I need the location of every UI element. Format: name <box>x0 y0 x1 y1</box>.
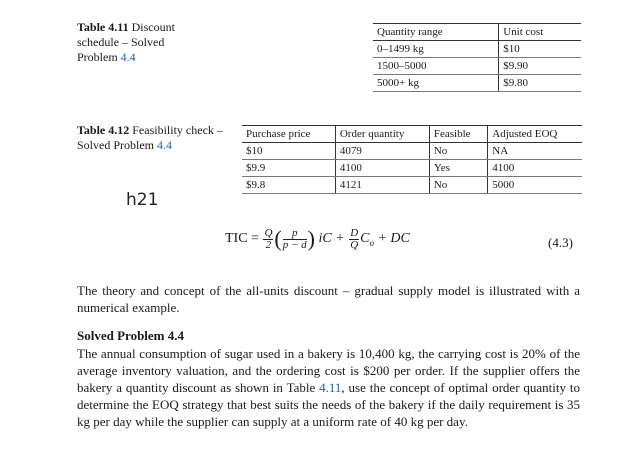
table-row <box>373 41 581 58</box>
table-row <box>373 58 581 75</box>
cell-unit-cost: $9.80 <box>499 75 581 92</box>
right-paren: ) <box>307 226 315 251</box>
table-header-row <box>242 126 582 143</box>
cell-quantity-range: 0–1499 kg <box>373 41 499 58</box>
fraction-numerator: p <box>283 228 307 240</box>
table-row <box>373 75 581 92</box>
table-4-12-ref-link[interactable]: 4.4 <box>157 138 172 152</box>
col-header-purchase-price: Purchase price <box>242 126 335 143</box>
col-header-adjusted-eoq: Adjusted EOQ <box>488 126 582 143</box>
cell-purchase-price: $10 <box>242 143 335 160</box>
table-4-11-link[interactable]: 4.11 <box>319 380 342 395</box>
problem-heading: Solved Problem 4.4 <box>77 328 185 343</box>
cell-order-quantity: 4079 <box>335 143 429 160</box>
table-4-11 <box>373 23 581 92</box>
problem-text-before: The annual consumption of sugar used in a bakery is 10,400 kg, the carrying cost is 20% of the average inventory valuation, and the ordering cost is $200 per order. If the supplier offers the bakery a quantity discount as shown in Table <box>77 346 580 395</box>
cell-purchase-price: $9.8 <box>242 177 335 194</box>
equation-subscript: o <box>369 238 374 249</box>
cell-adjusted-eoq: NA <box>488 143 582 160</box>
fraction-denominator: Q <box>350 238 359 251</box>
table-4-12 <box>242 125 582 194</box>
fraction-numerator: Q <box>264 226 273 239</box>
cell-feasible: No <box>429 177 487 194</box>
table-4-12-label: Table 4.12 <box>77 123 130 137</box>
equation-end: + DC <box>377 231 410 247</box>
handwritten-note: h21 <box>126 190 159 210</box>
cell-quantity-range: 1500–5000 <box>373 58 499 75</box>
fraction-denominator: p − d <box>282 238 307 251</box>
equation-4-3 <box>225 226 410 252</box>
fraction-denominator: 2 <box>265 238 272 251</box>
table-row <box>242 160 582 177</box>
table-4-11-label: Table 4.11 <box>77 20 129 34</box>
fraction-q-over-2 <box>263 228 273 251</box>
cell-order-quantity: 4100 <box>335 160 429 177</box>
equation-ordering-cost: C <box>360 231 370 247</box>
col-header-feasible: Feasible <box>429 126 487 143</box>
cell-feasible: Yes <box>429 160 487 177</box>
cell-order-quantity: 4121 <box>335 177 429 194</box>
table-4-11-ref-link[interactable]: 4.4 <box>120 50 136 64</box>
col-header-quantity-range: Quantity range <box>373 24 499 41</box>
table-4-12-caption-text: Feasibility check – Solved Problem <box>77 123 223 152</box>
col-header-unit-cost: Unit cost <box>499 24 581 41</box>
equation-lhs: TIC = <box>225 231 259 247</box>
equation-mid: iC + <box>318 231 345 247</box>
table-4-11-caption <box>77 20 195 65</box>
table-row <box>242 143 582 160</box>
cell-feasible: No <box>429 143 487 160</box>
table-row <box>242 177 582 194</box>
cell-adjusted-eoq: 4100 <box>488 160 582 177</box>
equation-number: (4.3) <box>548 235 573 250</box>
fraction-p-over-p-minus-d <box>283 228 307 251</box>
cell-purchase-price: $9.9 <box>242 160 335 177</box>
fraction-numerator: D <box>350 226 359 239</box>
left-paren: ( <box>274 226 282 251</box>
intro-paragraph: The theory and concept of the all-units discount – gradual supply model is illustrated with a numerical example. <box>77 283 580 315</box>
fraction-d-over-q <box>349 228 359 251</box>
problem-text <box>77 345 580 430</box>
cell-unit-cost: $9.90 <box>499 58 581 75</box>
problem-text-after: , use the concept of optimal order quantity to determine the EOQ strategy that best suits the needs of the bakery if the daily requirement is 35 kg per day while the supplier can supply at a uniform rate of 40 kg per day. <box>77 380 580 429</box>
cell-quantity-range: 5000+ kg <box>373 75 499 92</box>
table-header-row <box>373 24 581 41</box>
col-header-order-quantity: Order quantity <box>335 126 429 143</box>
cell-adjusted-eoq: 5000 <box>488 177 582 194</box>
cell-unit-cost: $10 <box>499 41 581 58</box>
table-4-12-caption <box>77 123 237 153</box>
table-4-11-caption-text: Discount schedule – Solved Problem <box>77 20 175 64</box>
